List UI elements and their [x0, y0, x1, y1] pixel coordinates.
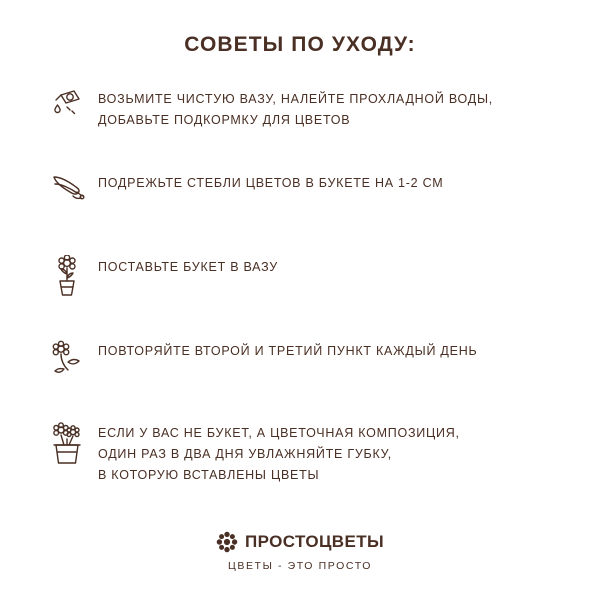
brand-tagline: ЦВЕТЫ - ЭТО ПРОСТО: [227, 560, 373, 572]
list-item: [0, 251, 600, 323]
tip-line: В КОТОРУЮ ВСТАВЛЕНЫ ЦВЕТЫ: [98, 468, 320, 482]
tip-line: ДОБАВЬТЕ ПОДКОРМКУ ДЛЯ ЦВЕТОВ: [98, 113, 351, 127]
watering-can-icon: [36, 83, 98, 127]
page-title: СОВЕТЫ ПО УХОДУ:: [184, 33, 416, 56]
tip-text: [98, 251, 278, 278]
tip-line: ПОСТАВЬТЕ БУКЕТ В ВАЗУ: [98, 260, 278, 274]
flower-repeat-icon: [36, 335, 98, 379]
tips-list: [0, 83, 600, 489]
list-item: [0, 335, 600, 407]
tip-line: ПОВТОРЯЙТЕ ВТОРОЙ И ТРЕТИЙ ПУНКТ КАЖДЫЙ ДЕНЬ: [98, 344, 478, 358]
pruning-shears-icon: [36, 167, 98, 209]
tip-line: ОДИН РАЗ В ДВА ДНЯ УВЛАЖНЯЙТЕ ГУБКУ,: [98, 447, 392, 461]
footer: [0, 531, 600, 572]
brand-lockup: [0, 531, 600, 553]
tip-text: [98, 335, 477, 362]
list-item: [0, 167, 600, 239]
tip-text: [98, 417, 460, 486]
tip-line: ВОЗЬМИТЕ ЧИСТУЮ ВАЗУ, НАЛЕЙТЕ ПРОХЛАДНОЙ ВОДЫ,: [98, 92, 493, 106]
tip-line: ЕСЛИ У ВАС НЕ БУКЕТ, А ЦВЕТОЧНАЯ КОМПОЗИЦИЯ,: [98, 426, 460, 440]
flower-pot-arrangement-icon: [36, 417, 98, 469]
tip-text: [98, 83, 493, 131]
list-item: [0, 83, 600, 155]
list-item: [0, 417, 600, 489]
flower-logo-icon: [216, 531, 238, 553]
brand-name: ПРОСТОЦВЕТЫ: [244, 532, 385, 551]
tip-line: ПОДРЕЖЬТЕ СТЕБЛИ ЦВЕТОВ В БУКЕТЕ НА 1-2 СМ: [98, 176, 444, 190]
flower-in-vase-icon: [36, 251, 98, 299]
tip-text: [98, 167, 443, 194]
